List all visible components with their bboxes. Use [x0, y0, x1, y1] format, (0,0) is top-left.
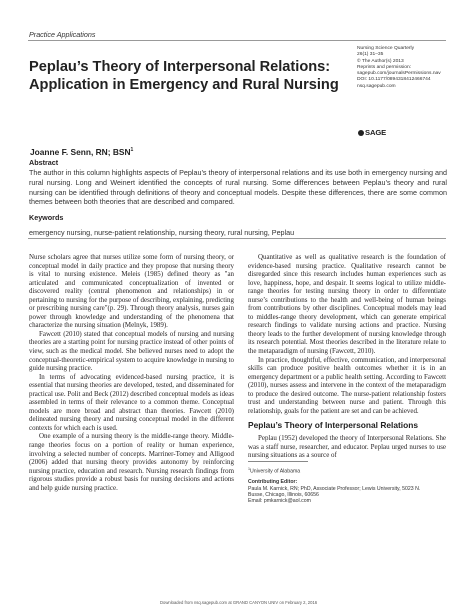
author-marker: 1: [130, 147, 134, 154]
body-paragraph: Quantitative as well as qualitative research is the foundation of evidence-based nursing practice. Qualitative research cannot be disregarded since this research includes human experiences such as love, happiness, hope, and despair. It seems logical to utilize middle-range theories for testing nursing theory in order to differentiate nurse’s contributions to the health and well-being of human beings from contributions by other disciplines. Conceptual models may lead to middles-range theory development, which can generate empirical research findings to validate nursing actions and practice. Nursing theory leads to the further development of nursing knowledge through its research potential. Most theories described in the literature relate to the metaparadigm of nursing (Fawcett, 2010).: [248, 253, 446, 356]
journal-volume: 26(1) 31–35: [357, 52, 384, 58]
body-column-left: [29, 253, 234, 492]
body-paragraph: Nurse scholars agree that nurses utilize some form of nursing theory, or conceptual model in daily practice and they propose that nursing theory is vital to nursing existence. Meleis (1985) defined theory as "an articulated and communicated conceptualization of invented or discovered reality (central phenomenon and relationships) in or pertaining to nursing for the purpose of describing, explaining, predicting or prescribing nursing care"(p. 29). Through theory analysis, nurses gain power through knowledge and understanding of the phenomena that characterize the nursing situation (Melnyk, 1989).: [29, 253, 234, 330]
section-label: Practice Applications: [29, 30, 96, 39]
title-line: Peplau’s Theory of Interpersonal Relations:: [29, 59, 331, 75]
footnote-contact-line: Paula M. Karnick, RN; PhD, Associate Professor; Lewis University, 5023 N.: [248, 485, 421, 492]
title-line: Application in Emergency and Rural Nursing: [29, 76, 339, 93]
body-paragraph: In terms of advocating evidenced-based nursing practice, it is essential that nursing theories are developed, tested, and disseminated for practical use. Polit and Beck (2012) described conceptual models as ideas assembled in terms of their relevance to a common theme. Conceptual models are more broad and abstract than theories. Fawcett (2010) delineated nursing theory and nursing conceptual model in the different contexts for which each is used.: [29, 372, 234, 432]
body-paragraph: Fawcett (2010) stated that conceptual models of nursing and nursing theories are a starting point for nursing practice instead of other points of view, such as the medical model. She believed nurses need to adopt the conceptual-theoretic-empirical system to acquire knowledge in nursing to guide nursing practice.: [29, 329, 234, 373]
copyright: © The Author(s) 2013: [357, 58, 404, 64]
footnote-rule: [248, 461, 308, 462]
sage-logo: SAGE: [358, 128, 386, 137]
body-column-right: [248, 253, 446, 415]
author-name: Joanne F. Senn, RN; BSN$^1$: [30, 147, 134, 157]
journal-name: Nursing Science Quarterly: [357, 46, 415, 51]
footnote-affiliation: $^1$University of Alabama: [248, 467, 301, 475]
doi: DOI: 10.1177/0894318412466744: [357, 77, 431, 83]
footnote-email[interactable]: Email: pmkarnick@aol.com: [248, 498, 311, 505]
sage-logo-icon: [358, 130, 364, 136]
body-paragraph: Peplau (1952) developed the theory of Interpersonal Relations. She was a staff nurse, researcher, and educator. Peplau urged nurses to use nursing situations as a source of: [248, 434, 446, 460]
journal-url[interactable]: nsq.sagepub.com: [357, 83, 396, 89]
keywords-text: emergency nursing, nurse-patient relationship, nursing theory, rural nursing, Peplau: [29, 228, 295, 237]
permissions-link[interactable]: sagepub.com/journalsPermissions.nav: [357, 71, 441, 77]
abstract-heading: Abstract: [29, 158, 59, 167]
contributing-editor-label: Contributing Editor:: [248, 479, 298, 486]
reprints-label: Reprints and permission:: [357, 64, 412, 70]
body-paragraph: In practice, thoughtful, effective, communication, and interpersonal skills can produce positive health outcomes whether it is in an emergency department or a public health setting. According to Fawcett (2010), nurses assess and intervene in the context of the metaparadigm to produce the desired outcome. The nurse-patient relationship fosters trust and understanding between nurse and patient. Through this relationship, goals for the patient are set and can be achieved.: [248, 355, 446, 415]
journal-info: [357, 46, 457, 90]
body-paragraph: One example of a nursing theory is the middle-range theory. Middle-range theories focus on a portion of reality or human experience, involving a selected number of concepts. Marriner-Tomey and Alligood (2006) added that nursing theory provides autonomy by reinforcing nursing practice, education and research. Nursing research findings from rigorous studies provide a robust basis for nursing decisions and actions and help guide nursing practice.: [29, 432, 234, 492]
body-column-right-continued: [248, 434, 446, 460]
footnote: [248, 466, 446, 505]
footnote-contact-line: Busse, Chicago, Illinois, 60656: [248, 491, 319, 498]
section-heading: Peplau’s Theory of Interpersonal Relations: [248, 420, 419, 430]
header-rule: [28, 40, 446, 41]
keywords-heading: Keywords: [29, 213, 64, 222]
abstract-text: The author in this column highlights aspects of Peplau’s theory of interpersonal relations and its use both in emergency nursing and rural nursing. Long and Weinert identified the concepts of rural nursing. Some differences between Peplau’s theory and rural nursing can be identified through definitions of theory and conceptual models. Despite these differences, there are some common themes between both theories that are described and compared.: [29, 168, 447, 207]
article-title: [29, 59, 339, 94]
keywords-rule: [28, 238, 446, 239]
download-notice: Downloaded from nsq.sagepub.com at GRAND CANYON UNIV on February 2, 2016: [160, 600, 318, 605]
